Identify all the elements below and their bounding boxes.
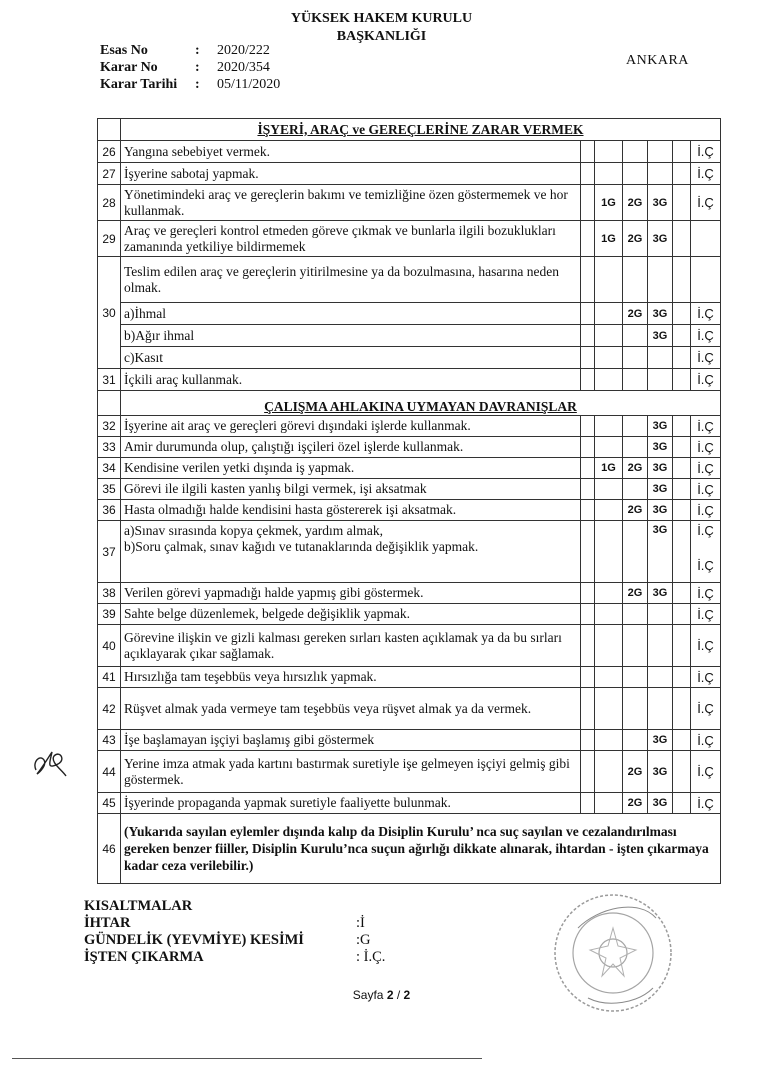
penalty-ic: İ.Ç bbox=[691, 730, 721, 751]
penalty-3g: 3G bbox=[648, 458, 673, 479]
row-description: Kendisine verilen yetki dışında iş yapmak. bbox=[121, 458, 581, 479]
abbreviation-label: İŞTEN ÇIKARMA bbox=[84, 949, 204, 965]
row-number: 39 bbox=[98, 604, 121, 625]
row-number: 32 bbox=[98, 416, 121, 437]
row-description: Yönetimindeki araç ve gereçlerin bakımı ve temizliğine özen göstermemek ve hor kullanmak. bbox=[121, 185, 581, 221]
row-description: c)Kasıt bbox=[121, 347, 581, 369]
table-row bbox=[98, 730, 721, 751]
penalty-3g: 3G bbox=[648, 325, 673, 347]
penalty-2g: 2G bbox=[623, 500, 648, 521]
penalty-3g: 3G bbox=[648, 583, 673, 604]
penalty-ic: İ.Ç bbox=[691, 369, 721, 391]
penalty-3g: 3G bbox=[648, 303, 673, 325]
penalty-2g: 2G bbox=[623, 793, 648, 814]
row-description: Teslim edilen araç ve gereçlerin yitirilmesine ya da bozulmasına, hasarına neden olmak. bbox=[121, 257, 581, 303]
penalty-ic: İ.Ç bbox=[691, 325, 721, 347]
row-number: 28 bbox=[98, 185, 121, 221]
case-info-label: Esas No bbox=[100, 43, 148, 58]
abbreviation-value: :G bbox=[356, 932, 371, 948]
handwritten-initials bbox=[28, 740, 74, 791]
row-number: 40 bbox=[98, 625, 121, 667]
row-number: 37 bbox=[98, 521, 121, 583]
case-info-label: Karar No bbox=[100, 60, 158, 75]
case-info-row-tarih: Karar Tarihi : 05/11/2020 bbox=[100, 77, 281, 92]
header-title-line2: BAŞKANLIĞI bbox=[336, 29, 427, 44]
penalty-ic: İ.Ç bbox=[697, 558, 714, 573]
row-description: a)Sınav sırasında kopya çekmek, yardım almak, bbox=[124, 523, 384, 538]
row-description: b)Soru çalmak, sınav kağıdı ve tutanaklarında değişiklik yapmak. bbox=[124, 539, 479, 554]
penalty-3g: 3G bbox=[648, 751, 673, 793]
abbreviation-item bbox=[84, 932, 385, 949]
row-number: 30 bbox=[98, 257, 121, 369]
penalty-2g: 2G bbox=[623, 185, 648, 221]
row-description: İşyerinde propaganda yapmak suretiyle faaliyette bulunmak. bbox=[121, 793, 581, 814]
case-info-row-karar: Karar No : 2020/354 bbox=[100, 60, 270, 75]
penalty-ic: İ.Ç bbox=[691, 604, 721, 625]
row-number: 31 bbox=[98, 369, 121, 391]
penalty-3g: 3G bbox=[648, 521, 673, 583]
row-description: İçkili araç kullanmak. bbox=[121, 369, 581, 391]
penalty-ic: İ.Ç bbox=[691, 303, 721, 325]
penalty-2g: 2G bbox=[623, 303, 648, 325]
penalty-ic: İ.Ç bbox=[691, 347, 721, 369]
city-label: ANKARA bbox=[626, 53, 689, 68]
row-number: 46 bbox=[98, 814, 121, 884]
penalty-1g: 1G bbox=[595, 458, 623, 479]
footer-divider bbox=[12, 1058, 482, 1059]
row-description: İşyerine ait araç ve gereçleri görevi dışındaki işlerde kullanmak. bbox=[121, 416, 581, 437]
table-row bbox=[98, 369, 721, 391]
document-header bbox=[0, 10, 763, 46]
header-title-line1: YÜKSEK HAKEM KURULU bbox=[290, 11, 473, 26]
discipline-table bbox=[97, 118, 721, 884]
row-number: 34 bbox=[98, 458, 121, 479]
row-description: İşe başlamayan işçiyi başlamış gibi göstermek bbox=[121, 730, 581, 751]
table-row bbox=[98, 257, 721, 303]
row-description: Sahte belge düzenlemek, belgede değişiklik yapmak. bbox=[121, 604, 581, 625]
row-number: 27 bbox=[98, 163, 121, 185]
penalty-2g: 2G bbox=[623, 751, 648, 793]
penalty-2g: 2G bbox=[623, 583, 648, 604]
penalty-1g: 1G bbox=[595, 185, 623, 221]
row-number: 42 bbox=[98, 688, 121, 730]
table-row bbox=[98, 667, 721, 688]
table-row bbox=[98, 347, 721, 369]
table-row bbox=[98, 185, 721, 221]
penalty-ic: İ.Ç bbox=[691, 500, 721, 521]
section-header-row bbox=[98, 391, 721, 416]
table-row bbox=[98, 437, 721, 458]
table-row bbox=[98, 479, 721, 500]
penalty-ic: İ.Ç bbox=[691, 141, 721, 163]
official-seal bbox=[548, 888, 678, 1023]
table-row bbox=[98, 814, 721, 884]
penalty-3g: 3G bbox=[648, 479, 673, 500]
row-description: Hasta olmadığı halde kendisini hasta göstererek işi aksatmak. bbox=[121, 500, 581, 521]
table-row bbox=[98, 751, 721, 793]
table-row bbox=[98, 141, 721, 163]
penalty-ic: İ.Ç bbox=[691, 751, 721, 793]
table-row bbox=[98, 793, 721, 814]
abbreviation-value: :İ bbox=[356, 915, 365, 931]
row-description: Görevi ile ilgili kasten yanlış bilgi vermek, işi aksatmak bbox=[121, 479, 581, 500]
row-description: a)İhmal bbox=[121, 303, 581, 325]
penalty-ic: İ.Ç bbox=[691, 458, 721, 479]
penalty-3g: 3G bbox=[648, 416, 673, 437]
penalty-3g: 3G bbox=[648, 793, 673, 814]
penalty-ic: İ.Ç bbox=[691, 416, 721, 437]
table-row bbox=[98, 583, 721, 604]
abbreviations-title: KISALTMALAR bbox=[84, 898, 193, 914]
penalty-ic: İ.Ç bbox=[697, 523, 714, 538]
penalty-ic: İ.Ç bbox=[691, 479, 721, 500]
penalty-3g: 3G bbox=[648, 221, 673, 257]
table-row bbox=[98, 163, 721, 185]
penalty-ic: İ.Ç bbox=[691, 583, 721, 604]
row-number: 43 bbox=[98, 730, 121, 751]
penalty-ic: İ.Ç bbox=[691, 793, 721, 814]
table-row bbox=[98, 325, 721, 347]
penalty-ic: İ.Ç bbox=[691, 163, 721, 185]
row-number: 38 bbox=[98, 583, 121, 604]
case-info-value: 05/11/2020 bbox=[217, 77, 281, 92]
table-row bbox=[98, 221, 721, 257]
row-description: Araç ve gereçleri kontrol etmeden göreve çıkmak ve bunlarla ilgili bozuklukları zamanında yetkiliye bildirmemek bbox=[121, 221, 581, 257]
penalty-3g: 3G bbox=[648, 437, 673, 458]
abbreviation-label: GÜNDELİK (YEVMİYE) KESİMİ bbox=[84, 932, 304, 948]
table-row bbox=[98, 303, 721, 325]
penalty-ic: İ.Ç bbox=[691, 185, 721, 221]
penalty-3g: 3G bbox=[648, 730, 673, 751]
row-number: 44 bbox=[98, 751, 121, 793]
row-description: İşyerine sabotaj yapmak. bbox=[121, 163, 581, 185]
row-description: Hırsızlığa tam teşebbüs veya hırsızlık yapmak. bbox=[121, 667, 581, 688]
penalty-3g: 3G bbox=[648, 185, 673, 221]
row-description: Rüşvet almak yada vermeye tam teşebbüs veya rüşvet almak ya da vermek. bbox=[121, 688, 581, 730]
row-description: Amir durumunda olup, çalıştığı işçileri özel işlerde kullanmak. bbox=[121, 437, 581, 458]
row-number: 26 bbox=[98, 141, 121, 163]
section-title: ÇALIŞMA AHLAKINA UYMAYAN DAVRANIŞLAR bbox=[121, 391, 721, 416]
penalty-2g: 2G bbox=[623, 458, 648, 479]
penalty-ic: İ.Ç bbox=[691, 667, 721, 688]
abbreviation-item bbox=[84, 915, 385, 932]
case-info bbox=[100, 42, 280, 93]
case-info-row-esas: Esas No : 2020/222 bbox=[100, 43, 270, 58]
abbreviation-value: : İ.Ç. bbox=[356, 949, 386, 965]
row-description: Görevine ilişkin ve gizli kalması gereken sırları kasten açıklamak ya da bu sırları açıklayarak çıkar sağlamak. bbox=[121, 625, 581, 667]
abbreviation-label: İHTAR bbox=[84, 915, 131, 931]
table-row bbox=[98, 416, 721, 437]
row-number: 36 bbox=[98, 500, 121, 521]
row-note: (Yukarıda sayılan eylemler dışında kalıp da Disiplin Kurulu’ nca suç sayılan ve cezalandırılması gereken benzer fiiller, Disiplin Kurulu’nca suçun ağırlığı dikkate alınarak, ihtardan - işten çıkarmaya kadar ceza verilebilir.) bbox=[121, 814, 721, 884]
row-description: Verilen görevi yapmadığı halde yapmış gibi göstermek. bbox=[121, 583, 581, 604]
abbreviations bbox=[84, 898, 385, 966]
penalty-2g: 2G bbox=[623, 221, 648, 257]
row-description: b)Ağır ihmal bbox=[121, 325, 581, 347]
row-number: 29 bbox=[98, 221, 121, 257]
row-number: 41 bbox=[98, 667, 121, 688]
table-row bbox=[98, 458, 721, 479]
table-row bbox=[98, 625, 721, 667]
table-row bbox=[98, 500, 721, 521]
table-row bbox=[98, 521, 721, 583]
table-row bbox=[98, 688, 721, 730]
penalty-1g: 1G bbox=[595, 221, 623, 257]
row-description: Yangına sebebiyet vermek. bbox=[121, 141, 581, 163]
case-info-value: 2020/222 bbox=[217, 43, 270, 58]
row-number: 35 bbox=[98, 479, 121, 500]
abbreviation-item bbox=[84, 949, 385, 966]
penalty-ic: İ.Ç bbox=[691, 625, 721, 667]
table-row bbox=[98, 604, 721, 625]
page-number: Sayfa 2 / 2 bbox=[352, 988, 411, 1002]
row-number: 33 bbox=[98, 437, 121, 458]
penalty-ic: İ.Ç bbox=[691, 688, 721, 730]
row-number: 45 bbox=[98, 793, 121, 814]
penalty-3g: 3G bbox=[648, 500, 673, 521]
section-title: İŞYERİ, ARAÇ ve GEREÇLERİNE ZARAR VERMEK bbox=[121, 119, 721, 141]
case-info-label: Karar Tarihi bbox=[100, 77, 178, 92]
row-description: Yerine imza atmak yada kartını bastırmak suretiyle işe gelmeyen işçiyi gelmiş gibi göstermek. bbox=[121, 751, 581, 793]
penalty-ic: İ.Ç bbox=[691, 437, 721, 458]
section-header-row bbox=[98, 119, 721, 141]
case-info-value: 2020/354 bbox=[217, 60, 270, 75]
